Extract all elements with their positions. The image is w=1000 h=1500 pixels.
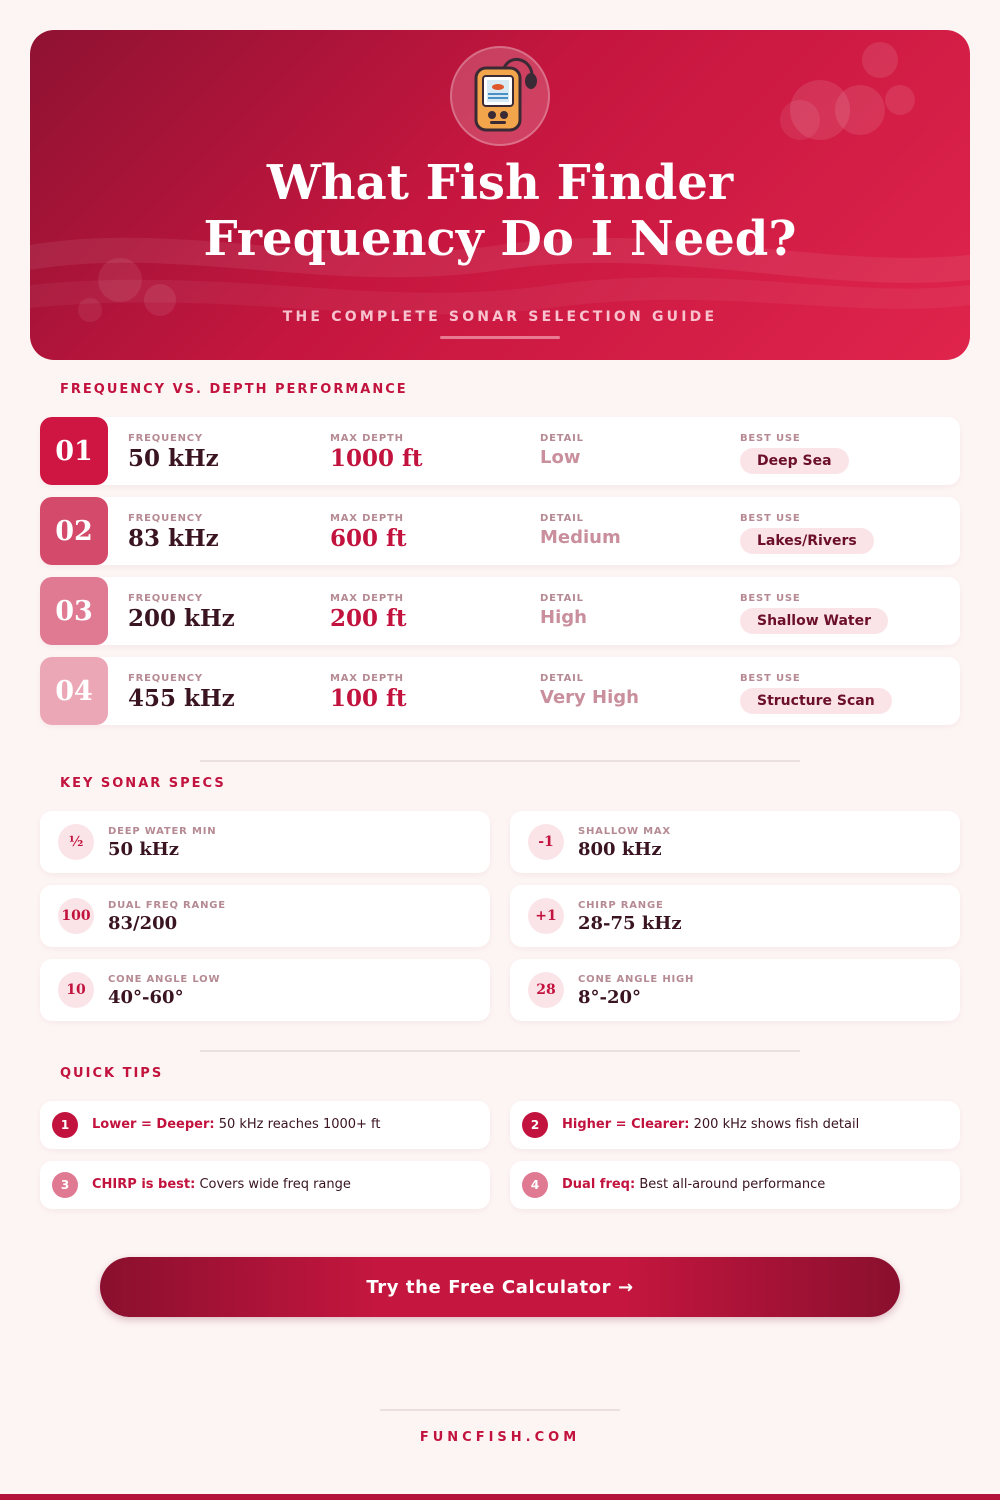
max-depth-label: MAX DEPTH bbox=[330, 513, 404, 524]
row-number: 01 bbox=[40, 417, 108, 485]
spec-value: 800 kHz bbox=[578, 839, 662, 860]
frequency-value: 200 kHz bbox=[128, 605, 235, 632]
spec-label: CONE ANGLE LOW bbox=[108, 974, 221, 985]
frequency-value: 455 kHz bbox=[128, 685, 235, 712]
row-number: 03 bbox=[40, 577, 108, 645]
best-use-label: BEST USE bbox=[740, 593, 801, 604]
title-line-2: Frequency Do I Need? bbox=[203, 211, 797, 267]
spec-label: SHALLOW MAX bbox=[578, 826, 671, 837]
fish-finder-icon bbox=[450, 46, 550, 146]
max-depth-value: 200 ft bbox=[330, 605, 407, 632]
frequency-row bbox=[40, 417, 960, 485]
spec-value: 50 kHz bbox=[108, 839, 180, 860]
spec-card bbox=[510, 811, 960, 873]
best-use-badge: Lakes/Rivers bbox=[740, 528, 874, 554]
tip-text bbox=[92, 1177, 351, 1192]
free-calculator-button[interactable]: Try the Free Calculator → bbox=[100, 1257, 900, 1317]
spec-label: CONE ANGLE HIGH bbox=[578, 974, 695, 985]
frequency-row bbox=[40, 657, 960, 725]
spec-label: DEEP WATER MIN bbox=[108, 826, 217, 837]
tip-number: 2 bbox=[522, 1112, 548, 1138]
tips-section-heading: QUICK TIPS bbox=[60, 1066, 164, 1081]
frequency-value: 50 kHz bbox=[128, 445, 219, 472]
spec-icon: 100 bbox=[58, 898, 94, 934]
spec-label: DUAL FREQ RANGE bbox=[108, 900, 226, 911]
best-use-label: BEST USE bbox=[740, 513, 801, 524]
row-number: 02 bbox=[40, 497, 108, 565]
spec-value: 8°-20° bbox=[578, 987, 642, 1008]
spec-icon: +1 bbox=[528, 898, 564, 934]
best-use-label: BEST USE bbox=[740, 673, 801, 684]
tip-card bbox=[510, 1161, 960, 1209]
specs-section-heading: KEY SONAR SPECS bbox=[60, 776, 226, 791]
title-line-1: What Fish Finder bbox=[266, 155, 734, 211]
tip-title: Dual freq: bbox=[562, 1177, 636, 1192]
tip-title: Lower = Deeper: bbox=[92, 1117, 215, 1132]
footer-rule bbox=[380, 1409, 620, 1411]
detail-value: Very High bbox=[540, 687, 639, 708]
frequency-row bbox=[40, 497, 960, 565]
tip-number: 1 bbox=[52, 1112, 78, 1138]
tip-body: 200 kHz shows fish detail bbox=[689, 1117, 860, 1132]
section-divider bbox=[200, 1050, 800, 1052]
frequency-label: FREQUENCY bbox=[128, 673, 203, 684]
frequency-section-heading: FREQUENCY VS. DEPTH PERFORMANCE bbox=[60, 382, 408, 397]
detail-label: DETAIL bbox=[540, 673, 584, 684]
max-depth-label: MAX DEPTH bbox=[330, 673, 404, 684]
frequency-label: FREQUENCY bbox=[128, 433, 203, 444]
max-depth-value: 1000 ft bbox=[330, 445, 423, 472]
tip-card bbox=[510, 1101, 960, 1149]
tip-body: Covers wide freq range bbox=[195, 1177, 351, 1192]
spec-card bbox=[40, 811, 490, 873]
page-subtitle: THE COMPLETE SONAR SELECTION GUIDE bbox=[282, 309, 718, 325]
tip-number: 3 bbox=[52, 1172, 78, 1198]
detail-label: DETAIL bbox=[540, 433, 584, 444]
footer-site: FUNCFISH.COM bbox=[419, 1430, 581, 1445]
spec-icon: ½ bbox=[58, 824, 94, 860]
spec-card bbox=[510, 885, 960, 947]
max-depth-value: 100 ft bbox=[330, 685, 407, 712]
spec-value: 40°-60° bbox=[108, 987, 184, 1008]
page-title bbox=[30, 155, 970, 267]
spec-card bbox=[40, 885, 490, 947]
tip-text bbox=[562, 1117, 859, 1132]
tip-body: 50 kHz reaches 1000+ ft bbox=[214, 1117, 381, 1132]
tip-number: 4 bbox=[522, 1172, 548, 1198]
frequency-value: 83 kHz bbox=[128, 525, 219, 552]
spec-icon: -1 bbox=[528, 824, 564, 860]
spec-card bbox=[40, 959, 490, 1021]
section-divider bbox=[200, 760, 800, 762]
spec-value: 83/200 bbox=[108, 913, 178, 934]
spec-label: CHIRP RANGE bbox=[578, 900, 664, 911]
tip-card bbox=[40, 1101, 490, 1149]
tip-body: Best all-around performance bbox=[635, 1177, 826, 1192]
frequency-label: FREQUENCY bbox=[128, 593, 203, 604]
max-depth-label: MAX DEPTH bbox=[330, 593, 404, 604]
detail-value: Medium bbox=[540, 527, 621, 548]
best-use-label: BEST USE bbox=[740, 433, 801, 444]
best-use-badge: Deep Sea bbox=[740, 448, 849, 474]
bottom-bar bbox=[0, 1494, 1000, 1500]
frequency-label: FREQUENCY bbox=[128, 513, 203, 524]
tip-card bbox=[40, 1161, 490, 1209]
subtitle-rule bbox=[440, 336, 560, 339]
best-use-badge: Shallow Water bbox=[740, 608, 888, 634]
spec-icon: 10 bbox=[58, 972, 94, 1008]
frequency-row bbox=[40, 577, 960, 645]
spec-card bbox=[510, 959, 960, 1021]
hero-banner bbox=[30, 30, 970, 360]
tip-title: Higher = Clearer: bbox=[562, 1117, 690, 1132]
detail-value: High bbox=[540, 607, 587, 628]
spec-icon: 28 bbox=[528, 972, 564, 1008]
tip-title: CHIRP is best: bbox=[92, 1177, 196, 1192]
detail-label: DETAIL bbox=[540, 593, 584, 604]
detail-label: DETAIL bbox=[540, 513, 584, 524]
tip-text bbox=[92, 1117, 381, 1132]
best-use-badge: Structure Scan bbox=[740, 688, 892, 714]
spec-value: 28-75 kHz bbox=[578, 913, 682, 934]
detail-value: Low bbox=[540, 447, 581, 468]
max-depth-label: MAX DEPTH bbox=[330, 433, 404, 444]
tip-text bbox=[562, 1177, 825, 1192]
max-depth-value: 600 ft bbox=[330, 525, 407, 552]
row-number: 04 bbox=[40, 657, 108, 725]
